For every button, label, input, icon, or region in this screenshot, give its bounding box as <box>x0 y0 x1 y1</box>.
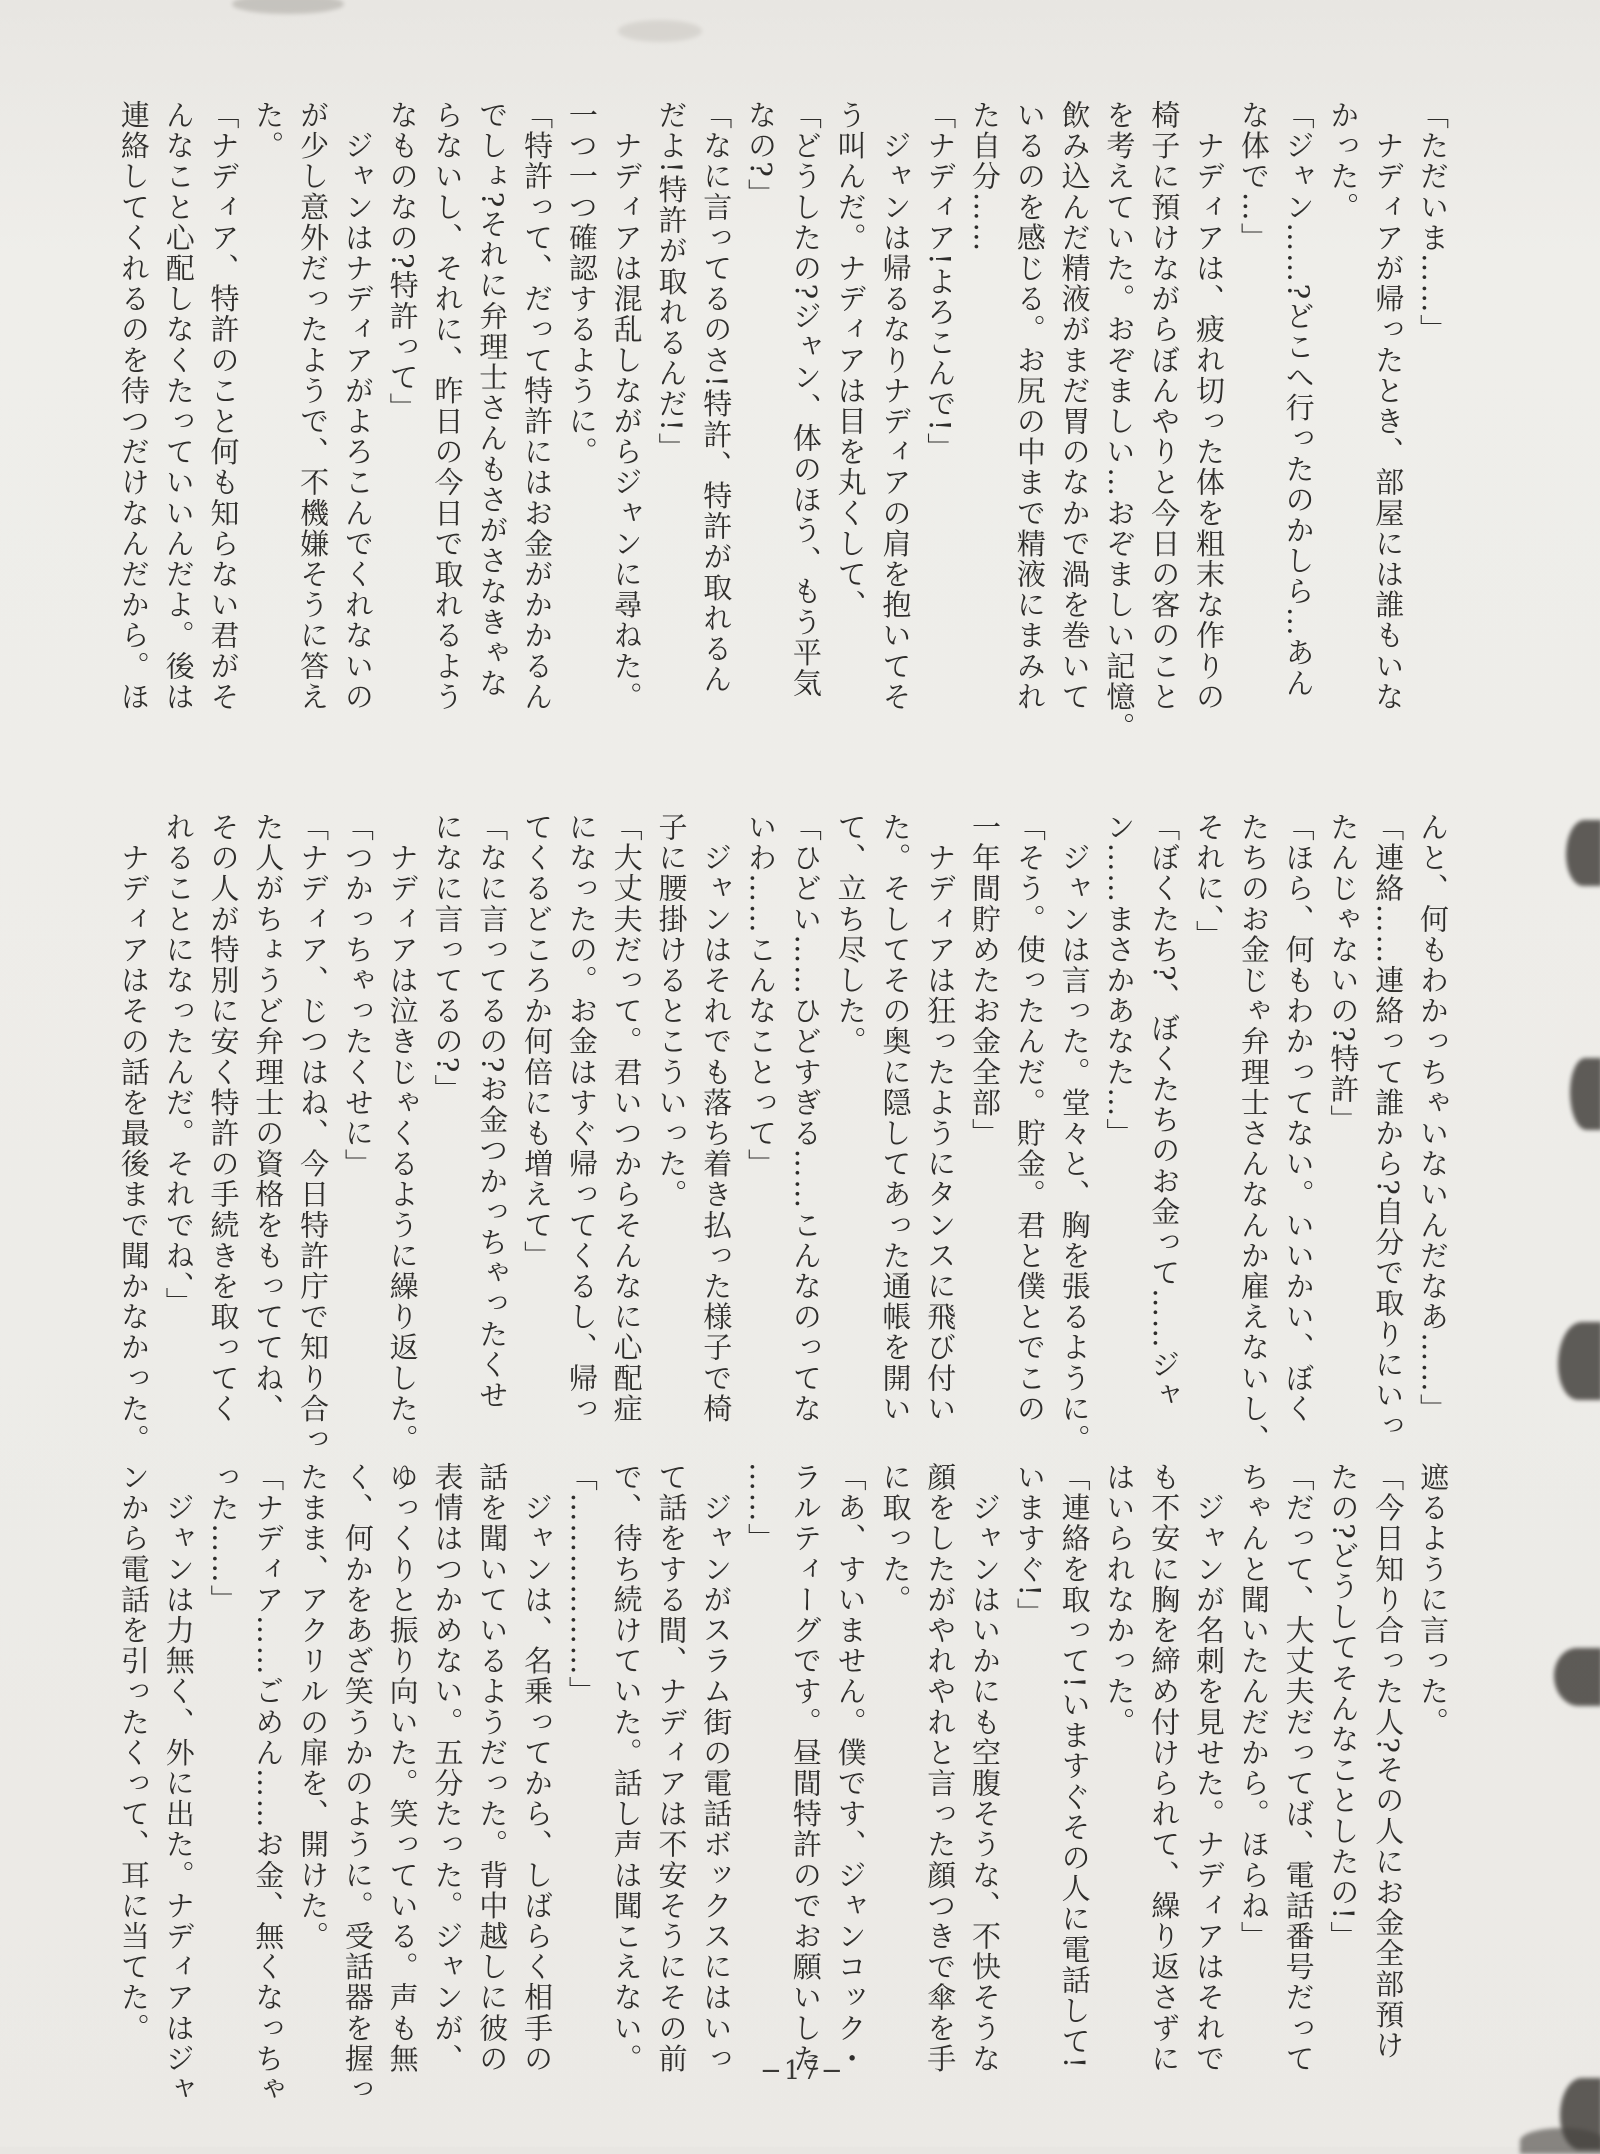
scan-edge-mark <box>1520 2128 1600 2154</box>
text-column: はいられなかった。 <box>1102 1462 1137 1738</box>
text-column: かった。 <box>1326 100 1361 223</box>
text-band-top <box>105 100 1455 748</box>
text-column: た。 <box>251 100 286 162</box>
text-column: ナディアはその話を最後まで聞かなかった。 <box>116 812 151 1455</box>
text-column: う叫んだ。ナディアは目を丸くして、 <box>833 100 868 621</box>
text-column: 「そう。使ったんだ。貯金。君と僕とでこの <box>1012 812 1047 1424</box>
text-column: ちゃんと聞いたんだから。ほらね」 <box>1236 1462 1271 1952</box>
text-column: てくるどころか何倍にも増えて」 <box>520 812 555 1271</box>
text-column: たちのお金じゃ弁理士さんなんか雇えないし、 <box>1236 812 1271 1455</box>
text-column: ナディアは、疲れ切った体を粗末な作りの <box>1192 100 1227 712</box>
text-column: た。そしてその奥に隠してあった通帳を開い <box>878 812 913 1424</box>
text-column: その人が特別に安く特許の手続きを取ってく <box>206 812 241 1424</box>
text-column: いるのを感じる。お尻の中まで精液にまみれ <box>1012 100 1047 712</box>
text-column: も不安に胸を締め付けられて、繰り返さずに <box>1147 1462 1182 2074</box>
text-column: 「だって、大丈夫だってば、電話番号だって <box>1281 1462 1316 2074</box>
text-column: 飲み込んだ精液がまだ胃のなかで渦を巻いて <box>1057 100 1092 712</box>
text-column: 「今日知り合った人?その人にお金全部預け <box>1371 1462 1406 2061</box>
text-column: ジャンはそれでも落ち着き払った様子で椅 <box>699 812 734 1424</box>
text-column: 「連絡……連絡って誰から?自分で取りにいっ <box>1371 812 1406 1442</box>
text-column: 「ほら、何もわかってない。いいかい、ぼく <box>1281 812 1316 1424</box>
text-column: 「連絡を取って!いますぐその人に電話して! <box>1057 1462 1092 2070</box>
text-column: ジャンは力無く、外に出た。ナディアはジャ <box>161 1462 196 2105</box>
text-column: いますぐ!」 <box>1012 1462 1047 1629</box>
text-column: で、待ち続けていた。話し声は聞こえない。 <box>609 1462 644 2074</box>
text-column: が少し意外だったようで、不機嫌そうに答え <box>296 100 331 712</box>
text-band-middle <box>105 812 1455 1464</box>
text-column: ン……まさかあなた…」 <box>1102 812 1137 1149</box>
text-column: 一年間貯めたお金全部」 <box>968 812 1003 1149</box>
text-column: でしょ?それに弁理士さんもさがさなきゃな <box>475 100 510 699</box>
text-column: 「なに言ってるの?お金つかっちゃったくせ <box>475 812 510 1411</box>
text-column: て、立ち尽した。 <box>833 812 868 1057</box>
text-column: ゆっくりと振り向いた。笑っている。声も無 <box>385 1462 420 2074</box>
text-column: 「ジャン……?どこへ行ったのかしら…あん <box>1281 100 1316 699</box>
scan-edge-mark <box>1570 1058 1600 1130</box>
scan-edge-mark <box>1558 1322 1600 1400</box>
text-column: ジャンは言った。堂々と、胸を張るように。 <box>1057 812 1092 1455</box>
text-column: ジャンが名刺を見せた。ナディアはそれで <box>1192 1462 1227 2074</box>
text-column: 「ナディア、特許のこと何も知らない君がそ <box>206 100 241 712</box>
text-column: ジャンは、名乗ってから、しばらく相手の <box>520 1462 555 2074</box>
text-column: ナディアは混乱しながらジャンに尋ねた。 <box>609 100 644 712</box>
text-column: いわ……こんなことって」 <box>744 812 779 1180</box>
text-column: になに言ってるの?」 <box>430 812 465 1105</box>
text-column: 「ぼくたち?、ぼくたちのお金って……ジャ <box>1147 812 1182 1411</box>
text-column: 「大丈夫だって。君いつからそんなに心配症 <box>609 812 644 1424</box>
text-column: たまま、アクリルの扉を、開けた。 <box>296 1462 331 1952</box>
text-column: ジャンはナディアがよろこんでくれないの <box>340 100 375 712</box>
text-column: れることになったんだ。それでね、」 <box>161 812 196 1318</box>
text-column: な体で…」 <box>1236 100 1271 253</box>
text-column: を考えていた。おぞましい…おぞましい記憶。 <box>1102 100 1137 743</box>
text-column: ジャンは帰るなりナディアの肩を抱いてそ <box>878 100 913 712</box>
text-column: ナディアが帰ったとき、部屋には誰もいな <box>1371 100 1406 712</box>
text-column: く、何かをあざ笑うかのように。受話器を握っ <box>340 1462 375 2105</box>
text-column: 「ナディア!よろこんで!」 <box>923 100 958 464</box>
scan-smudge <box>618 20 702 42</box>
text-column: ンから電話を引ったくって、耳に当てた。 <box>116 1462 151 2044</box>
text-column: 「ナディア……ごめん……お金、無くなっちゃ <box>251 1462 286 2105</box>
scan-edge-mark <box>1554 1648 1600 1706</box>
text-column: 「ただいま……」 <box>1416 100 1450 345</box>
text-column: 話を聞いているようだった。背中越しに彼の <box>475 1462 510 2074</box>
scan-smudge <box>232 0 344 14</box>
text-column: 椅子に預けながらぼんやりと今日の客のこと <box>1147 100 1182 712</box>
text-column: 「特許って、だって特許にはお金がかかるん <box>520 100 555 712</box>
text-column: 「つかっちゃったくせに」 <box>340 812 375 1180</box>
text-column: 「なに言ってるのさ!特許、特許が取れるん <box>699 100 734 695</box>
text-column: 「どうしたの?ジャン、体のほう、もう平気 <box>788 100 823 699</box>
text-column: になったの。お金はすぐ帰ってくるし、帰っ <box>564 812 599 1424</box>
text-column: ジャンはいかにも空腹そうな、不快そうな <box>968 1462 1003 2074</box>
text-column: んなこと心配しなくたっていいんだよ。後は <box>161 100 196 712</box>
text-column: なの?」 <box>744 100 779 209</box>
text-column: に取った。 <box>878 1462 913 1615</box>
text-column: なものなの?特許って」 <box>385 100 420 424</box>
text-column: ナディアは狂ったようにタンスに飛び付い <box>923 812 958 1424</box>
text-column: それに、」 <box>1192 812 1227 951</box>
text-column: ジャンがスラム街の電話ボックスにはいっ <box>699 1462 734 2074</box>
text-column: ナディアは泣きじゃくるように繰り返した。 <box>385 812 420 1455</box>
text-column: ……」 <box>744 1462 779 1554</box>
text-column: 連絡してくれるのを待つだけなんだから。ほ <box>116 100 151 712</box>
text-column: 「あ、すいません。僕です、ジャンコック・ <box>833 1462 868 2074</box>
text-column: 子に腰掛けるとこういった。 <box>654 812 689 1210</box>
text-column: た人がちょうど弁理士の資格をもっててね、 <box>251 812 286 1424</box>
scan-edge-mark <box>1566 820 1600 886</box>
text-column: た自分…… <box>968 100 1003 253</box>
text-column: 「………………」 <box>564 1462 599 1707</box>
text-column: 遮るように言った。 <box>1416 1462 1450 1738</box>
text-column: らないし、それに、昨日の今日で取れるよう <box>430 100 465 712</box>
text-column: 「ナディア、じつはね、今日特許庁で知り合っ <box>296 812 331 1455</box>
text-column: んと、何もわかっちゃいないんだなあ……」 <box>1416 812 1450 1424</box>
text-column: たの?どうしてそんなことしたの!」 <box>1326 1462 1361 1952</box>
text-column: たんじゃないの?特許」 <box>1326 812 1361 1136</box>
text-column: 表情はつかめない。五分たった。ジャンが、 <box>430 1462 465 2074</box>
text-column: った……」 <box>206 1462 241 1615</box>
text-column: 顔をしたがやれやれと言った顔つきで傘を手 <box>923 1462 958 2074</box>
text-column: だよ!特許が取れるんだ!」 <box>654 100 689 464</box>
page-number: −17− <box>760 2056 845 2086</box>
text-column: ラルティーグです。昼間特許のでお願いした <box>788 1462 823 2074</box>
text-band-bottom <box>105 1462 1455 2110</box>
text-column: 「ひどい……ひどすぎる……こんなのってな <box>788 812 823 1424</box>
text-column: て話をする間、ナディアは不安そうにその前 <box>654 1462 689 2074</box>
text-column: 一つ一つ確認するように。 <box>564 100 599 468</box>
